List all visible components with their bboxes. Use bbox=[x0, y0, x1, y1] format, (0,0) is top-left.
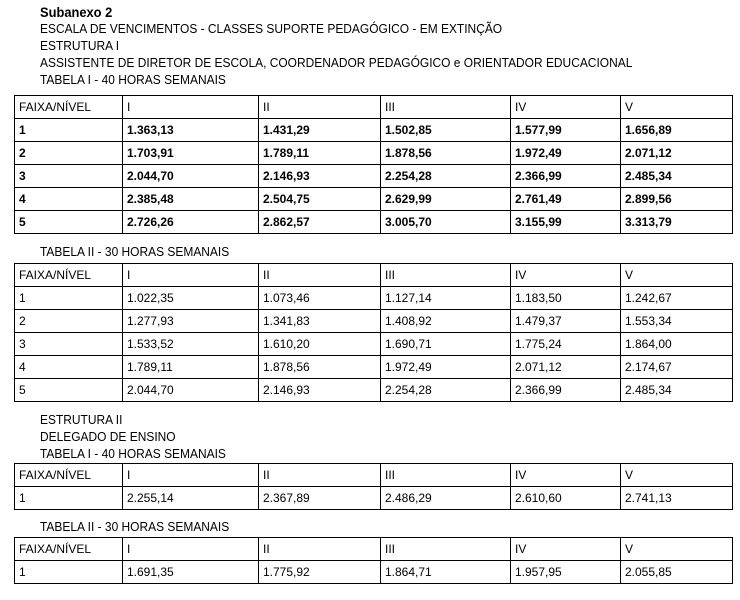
table-cell: 1.610,20 bbox=[259, 333, 381, 356]
header-cell: V bbox=[621, 96, 733, 119]
table-cell: 2.761,49 bbox=[511, 188, 621, 211]
header-cell: V bbox=[621, 464, 733, 487]
table-cell: 5 bbox=[15, 211, 123, 234]
table-cell: 1.533,52 bbox=[123, 333, 259, 356]
header-cell: I bbox=[123, 464, 259, 487]
table-cell: 2.385,48 bbox=[123, 188, 259, 211]
table-cell: 2.071,12 bbox=[511, 356, 621, 379]
table-cell: 2 bbox=[15, 310, 123, 333]
table-cell: 2.367,89 bbox=[259, 487, 381, 510]
table-row bbox=[15, 487, 733, 510]
table-cell: 1.703,91 bbox=[123, 142, 259, 165]
subanexo-title: Subanexo 2 bbox=[40, 4, 113, 20]
table-row bbox=[15, 287, 733, 310]
table-cell: 4 bbox=[15, 188, 123, 211]
table-row bbox=[15, 188, 733, 211]
cargos-1-heading: ASSISTENTE DE DIRETOR DE ESCOLA, COORDENADOR PEDAGÓGICO e ORIENTADOR EDUCACIONAL bbox=[40, 55, 633, 70]
table-cell: 2.862,57 bbox=[259, 211, 381, 234]
table-cell: 1.431,29 bbox=[259, 119, 381, 142]
table-row bbox=[15, 119, 733, 142]
table-cell: 1.242,67 bbox=[621, 287, 733, 310]
table-cell: 3.155,99 bbox=[511, 211, 621, 234]
header-cell: II bbox=[259, 464, 381, 487]
header-cell: II bbox=[259, 96, 381, 119]
table-cell: 1.656,89 bbox=[621, 119, 733, 142]
tabela-4-title: TABELA II - 30 HORAS SEMANAIS bbox=[40, 519, 230, 534]
table-cell: 2.254,28 bbox=[381, 165, 511, 188]
table-estrutura2-40h bbox=[14, 463, 733, 510]
table-cell: 1.127,14 bbox=[381, 287, 511, 310]
table-cell: 2.255,14 bbox=[123, 487, 259, 510]
table-header-row bbox=[15, 464, 733, 487]
header-cell: FAIXA/NÍVEL bbox=[15, 538, 123, 561]
estrutura-1-heading: ESTRUTURA I bbox=[40, 38, 120, 53]
table-cell: 1.577,99 bbox=[511, 119, 621, 142]
table-cell: 1.183,50 bbox=[511, 287, 621, 310]
table-cell: 1.864,71 bbox=[381, 561, 511, 584]
table-cell: 1.789,11 bbox=[123, 356, 259, 379]
table-cell: 2.726,26 bbox=[123, 211, 259, 234]
header-cell: III bbox=[381, 538, 511, 561]
table-cell: 3 bbox=[15, 165, 123, 188]
header-cell: III bbox=[381, 464, 511, 487]
table-cell: 1.363,13 bbox=[123, 119, 259, 142]
table-cell: 1.690,71 bbox=[381, 333, 511, 356]
table-cell: 5 bbox=[15, 379, 123, 402]
header-cell: III bbox=[381, 96, 511, 119]
table-estrutura1-30h bbox=[14, 263, 733, 402]
table-cell: 1 bbox=[15, 561, 123, 584]
table-cell: 1.972,49 bbox=[511, 142, 621, 165]
table-cell: 1.789,11 bbox=[259, 142, 381, 165]
table-cell: 1.277,93 bbox=[123, 310, 259, 333]
header-cell: FAIXA/NÍVEL bbox=[15, 464, 123, 487]
cargos-2-heading: DELEGADO DE ENSINO bbox=[40, 429, 176, 444]
table-cell: 2.741,13 bbox=[621, 487, 733, 510]
table-estrutura1-40h bbox=[14, 95, 733, 234]
header-cell: IV bbox=[511, 538, 621, 561]
table-row bbox=[15, 333, 733, 356]
header-cell: I bbox=[123, 538, 259, 561]
table-cell: 3 bbox=[15, 333, 123, 356]
table-cell: 1.073,46 bbox=[259, 287, 381, 310]
table-cell: 2.055,85 bbox=[621, 561, 733, 584]
table-cell: 2.485,34 bbox=[621, 165, 733, 188]
table-cell: 1.408,92 bbox=[381, 310, 511, 333]
tabela-3-title: TABELA I - 40 HORAS SEMANAIS bbox=[40, 446, 226, 461]
table-row bbox=[15, 310, 733, 333]
table-cell: 2.610,60 bbox=[511, 487, 621, 510]
table-cell: 2.366,99 bbox=[511, 379, 621, 402]
header-cell: V bbox=[621, 264, 733, 287]
table-cell: 2.485,34 bbox=[621, 379, 733, 402]
table-cell: 2.504,75 bbox=[259, 188, 381, 211]
header-cell: V bbox=[621, 538, 733, 561]
table-cell: 2.044,70 bbox=[123, 379, 259, 402]
estrutura-2-heading: ESTRUTURA II bbox=[40, 412, 123, 427]
table-cell: 1 bbox=[15, 287, 123, 310]
header-cell: FAIXA/NÍVEL bbox=[15, 96, 123, 119]
table-cell: 3.313,79 bbox=[621, 211, 733, 234]
table-cell: 1.341,83 bbox=[259, 310, 381, 333]
table-row bbox=[15, 379, 733, 402]
table-estrutura2-30h bbox=[14, 537, 733, 584]
header-cell: II bbox=[259, 264, 381, 287]
table-cell: 1 bbox=[15, 487, 123, 510]
table-cell: 2.044,70 bbox=[123, 165, 259, 188]
table-cell: 3.005,70 bbox=[381, 211, 511, 234]
table-row bbox=[15, 165, 733, 188]
table-cell: 1.957,95 bbox=[511, 561, 621, 584]
table-cell: 2 bbox=[15, 142, 123, 165]
table-row bbox=[15, 356, 733, 379]
header-cell: FAIXA/NÍVEL bbox=[15, 264, 123, 287]
header-cell: II bbox=[259, 538, 381, 561]
table-cell: 1.479,37 bbox=[511, 310, 621, 333]
table-cell: 1.022,35 bbox=[123, 287, 259, 310]
escala-heading: ESCALA DE VENCIMENTOS - CLASSES SUPORTE PEDAGÓGICO - EM EXTINÇÃO bbox=[40, 21, 503, 36]
table-cell: 2.174,67 bbox=[621, 356, 733, 379]
table-cell: 1.878,56 bbox=[381, 142, 511, 165]
table-header-row bbox=[15, 538, 733, 561]
table-cell: 1.775,24 bbox=[511, 333, 621, 356]
table-cell: 2.254,28 bbox=[381, 379, 511, 402]
table-cell: 1.878,56 bbox=[259, 356, 381, 379]
table-cell: 1.691,35 bbox=[123, 561, 259, 584]
header-cell: I bbox=[123, 96, 259, 119]
header-cell: III bbox=[381, 264, 511, 287]
table-cell: 1.972,49 bbox=[381, 356, 511, 379]
header-cell: IV bbox=[511, 96, 621, 119]
header-cell: I bbox=[123, 264, 259, 287]
header-cell: IV bbox=[511, 464, 621, 487]
table-cell: 2.486,29 bbox=[381, 487, 511, 510]
table-cell: 1.502,85 bbox=[381, 119, 511, 142]
table-cell: 2.146,93 bbox=[259, 165, 381, 188]
table-cell: 1.775,92 bbox=[259, 561, 381, 584]
table-cell: 2.366,99 bbox=[511, 165, 621, 188]
table-row bbox=[15, 142, 733, 165]
table-cell: 2.629,99 bbox=[381, 188, 511, 211]
table-row bbox=[15, 561, 733, 584]
table-row bbox=[15, 211, 733, 234]
table-header-row bbox=[15, 96, 733, 119]
tabela-2-title: TABELA II - 30 HORAS SEMANAIS bbox=[40, 244, 230, 259]
table-cell: 2.899,56 bbox=[621, 188, 733, 211]
table-cell: 1 bbox=[15, 119, 123, 142]
table-cell: 2.071,12 bbox=[621, 142, 733, 165]
table-cell: 1.864,00 bbox=[621, 333, 733, 356]
table-cell: 1.553,34 bbox=[621, 310, 733, 333]
table-header-row bbox=[15, 264, 733, 287]
table-cell: 2.146,93 bbox=[259, 379, 381, 402]
header-cell: IV bbox=[511, 264, 621, 287]
table-cell: 4 bbox=[15, 356, 123, 379]
tabela-1-title: TABELA I - 40 HORAS SEMANAIS bbox=[40, 72, 226, 87]
